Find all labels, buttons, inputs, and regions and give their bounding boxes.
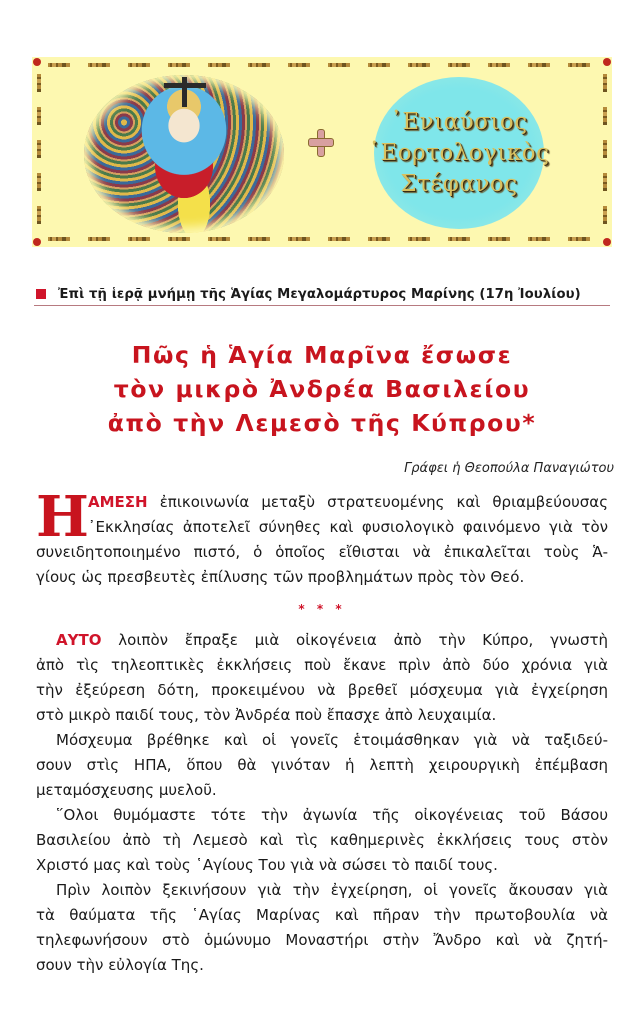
paragraph-line: Μόσχευμα βρέθηκε καὶ οἱ γονεῖς ἑτοιμάσθηκαν γιὰ νὰ ταξιδεύ-: [56, 731, 608, 749]
paragraph-line: [36, 490, 608, 515]
headline-line: τὸν μικρὸ Ἀνδρέα Βασιλείου: [113, 375, 531, 403]
corner-flower-icon: [603, 58, 611, 66]
headline-line: Πῶς ἡ Ἁγία Μαρῖνα ἔσωσε: [131, 341, 513, 369]
cross-bar: [164, 83, 206, 88]
paragraph-line: στὸ μικρὸ παιδί τους, τὸν Ἀνδρέα ποὺ ἔπασχε ἀπὸ λευχαιμία.: [36, 706, 497, 724]
ornamental-border-left: [35, 69, 43, 235]
paragraph-line: τηλεφωνήσουν στὸ ὁμώνυμο Μοναστήρι στὴν Ἄνδρο καὶ νὰ ζητή-: [36, 931, 608, 949]
paragraph-line: Χριστό μας καὶ τοὺς ῾Αγίους Του γιὰ νὰ σώσει τὸ παιδί τους.: [36, 856, 498, 874]
corner-flower-icon: [603, 238, 611, 246]
ornamental-border-top: [42, 60, 602, 70]
lead-word: ΑΜΕΣΗ: [88, 493, 148, 511]
intro-paragraph: [36, 484, 608, 590]
lead-word: ΑΥΤΟ: [56, 631, 102, 649]
story-body: [36, 628, 608, 978]
banner-title-line: ᾿Ενιαύσιος: [390, 108, 528, 135]
paragraph-line: μεταμόσχευσης μυελοῦ.: [36, 781, 217, 799]
section-separator: * * *: [298, 602, 346, 616]
cross-ornament-icon: [308, 129, 334, 157]
author-byline: Γράφει ἡ Θεοπούλα Παναγιώτου: [404, 461, 614, 476]
paragraph-line: τὴν ἐξεύρεση δότη, προκειμένου νὰ βρεθεῖ μόσχευμα γιὰ ἐγχείρηση: [36, 681, 608, 699]
banner-title-line: ῾Εορτολογικὸς: [368, 139, 550, 166]
line-text: λοιπὸν ἔπραξε μιὰ οἰκογένεια ἀπὸ τὴν Κύπρο, γνωστὴ: [101, 631, 608, 649]
paragraph-line: ῞Ολοι θυμόμαστε τότε τὴν ἀγωνία τῆς οἰκογένειας τοῦ Βάσου: [56, 806, 608, 824]
ornamental-border-bottom: [42, 234, 602, 244]
paragraph-line: Βασιλείου ἀπὸ τὴ Λεμεσὸ καὶ τὶς καθημερινὲς ἐκκλήσεις τους στὸν: [36, 831, 608, 849]
paragraph-line: σουν στὶς ΗΠΑ, ὅπου θὰ γινόταν ἡ λεπτὴ χειρουργικὴ ἐπέμβαση: [36, 756, 608, 774]
article-headline: [0, 338, 644, 440]
paragraph-line: γίους ὡς πρεσβευτὲς ἐπίλυσης τῶν προβλημάτων πρὸς τὸν Θεό.: [36, 568, 525, 586]
corner-flower-icon: [33, 238, 41, 246]
paragraph-line: ἀπὸ τὶς τηλεοπτικὲς ἐκκλήσεις ποὺ ἔκανε πρὶν ἀπὸ δύο χρόνια γιὰ: [36, 656, 608, 674]
paragraph-line: Πρὶν λοιπὸν ξεκινήσουν γιὰ τὴν ἐγχείρηση, οἱ γονεῖς ἄκουσαν γιὰ: [56, 881, 608, 899]
paragraph-line: συνειδητοποιημένο πιστό, ὁ ὁποῖος εἴθισται νὰ ἐπικαλεῖται τοὺς Ἁ-: [36, 543, 608, 561]
banner-title-line: Στέφανος: [400, 170, 518, 197]
corner-flower-icon: [33, 58, 41, 66]
headline-line: ἀπὸ τὴν Λεμεσὸ τῆς Κύπρου*: [107, 409, 537, 437]
ornamental-border-right: [601, 69, 609, 235]
section-subtitle: [34, 283, 610, 306]
banner-title: [368, 77, 550, 229]
cross-icon: [182, 77, 187, 107]
all-saints-icon-image: [84, 75, 284, 233]
paragraph-line: [36, 628, 608, 653]
header-banner: [32, 57, 612, 247]
drop-cap: Η: [36, 484, 89, 550]
line-text: ἐπικοινωνία μεταξὺ στρατευομένης καὶ θριαμβεύουσας: [147, 493, 608, 511]
paragraph-line: τὰ θαύματα τῆς ῾Αγίας Μαρίνας καὶ πῆραν τὴν πρωτοβουλία νὰ: [36, 906, 608, 924]
red-square-icon: [36, 289, 46, 299]
subtitle-text: Ἐπὶ τῇ ἱερᾷ μνήμῃ τῆς Ἁγίας Μεγαλομάρτυρος Μαρίνης (17η Ἰουλίου): [58, 286, 581, 302]
paragraph-line: ᾿Εκκλησίας ἀποτελεῖ σύνηθες καὶ φυσιολογικὸ φαινόμενο γιὰ τὸν: [88, 518, 608, 536]
paragraph-line: σουν τὴν εὐλογία Της.: [36, 956, 204, 974]
